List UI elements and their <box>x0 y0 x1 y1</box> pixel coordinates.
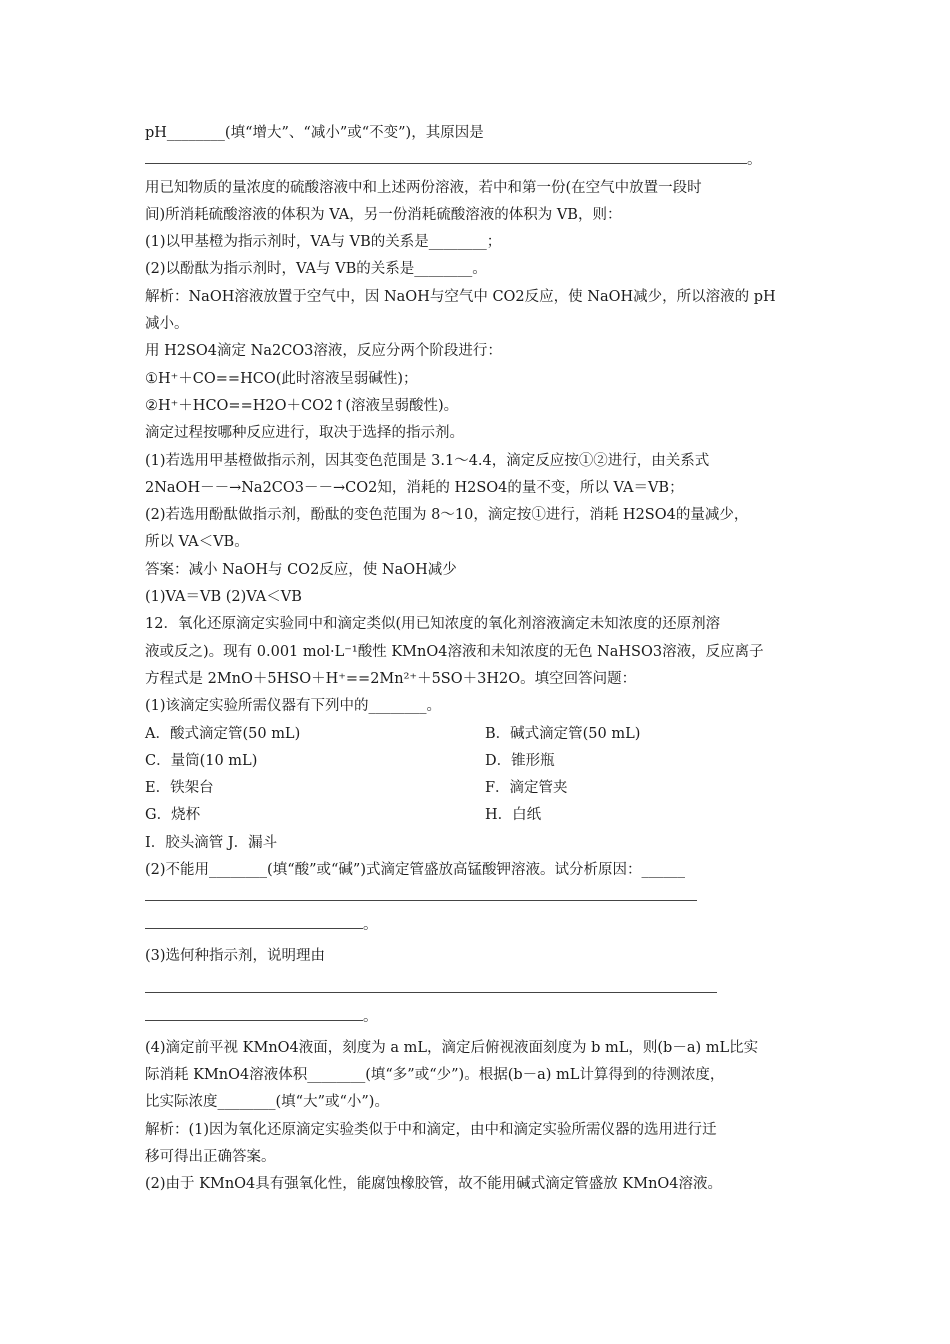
text-line: 移可得出正确答案。 <box>145 1148 276 1165</box>
text-line: 比实际浓度________(填“大”或“小”)。 <box>145 1094 389 1111</box>
text-line: pH________(填“增大”、“减小”或“不变”)，其原因是 <box>145 125 484 141</box>
text-line: (2)由于 KMnO4具有强氧化性，能腐蚀橡胶管，故不能用碱式滴定管盛放 KMnO4溶液。 <box>145 1176 723 1193</box>
analysis-line: 解析：NaOH溶液放置于空气中，因 NaOH与空气中 CO2反应，使 NaOH减少，所以溶液的 pH <box>145 288 776 305</box>
question-12: 12．氧化还原滴定实验同中和滴定类似(用已知浓度的氧化剂溶液滴定未知浓度的还原剂溶 <box>145 616 721 633</box>
option-row <box>145 721 825 748</box>
text-line: (1)若选用甲基橙做指示剂，因其变色范围是 3.1～4.4，滴定反应按①②进行，由关系式 <box>145 452 710 469</box>
sub-question-1: (1)该滴定实验所需仪器有下列中的________。 <box>145 698 442 715</box>
document-page <box>145 120 825 1199</box>
answer-line: 答案：减小 NaOH与 CO2反应，使 NaOH减少 <box>145 561 457 578</box>
option-row <box>145 802 825 829</box>
answer-line: (1)VA＝VB (2)VA＜VB <box>145 589 302 606</box>
answer-blank-line: 。 <box>145 147 825 174</box>
text-line: 际消耗 KMnO4溶液体积________(填“多”或“少”)。根据(b－a) mL计算得到的待测浓度， <box>145 1067 725 1084</box>
option-h: H．白纸 <box>485 807 542 824</box>
sub-question-3: (3)选何种指示剂，说明理由 <box>145 947 326 964</box>
equation-line: 方程式是 2MnO＋5HSO＋H⁺==2Mn²⁺＋5SO＋3H2O。填空回答问题： <box>145 670 637 687</box>
analysis-line: 解析：(1)因为氧化还原滴定实验类似于中和滴定，由中和滴定实验所需仪器的选用进行迁 <box>145 1121 717 1138</box>
text-line: 间)所消耗硫酸溶液的体积为 VA，另一份消耗硫酸溶液的体积为 VB，则： <box>145 206 622 223</box>
text-line: 液或反之)。现有 0.001 mol·L⁻¹酸性 KMnO4溶液和未知浓度的无色 NaHSO3溶液，反应离子 <box>145 643 764 660</box>
option-row <box>145 748 825 775</box>
sub-question-4: (4)滴定前平视 KMnO4液面，刻度为 a mL，滴定后俯视液面刻度为 b mL，则(b－a) mL比实 <box>145 1039 759 1056</box>
answer-blank-line: 。 <box>145 1004 825 1031</box>
reaction-2: ②H⁺＋HCO==H2O＋CO2↑(溶液呈弱酸性)。 <box>145 397 459 414</box>
option-f: F．滴定管夹 <box>485 780 568 797</box>
text-line: 2NaOH－－→Na2CO3－－→CO2知，消耗的 H2SO4的量不变，所以 VA＝VB； <box>145 479 684 496</box>
answer-blank-line <box>145 884 825 911</box>
text-line: 减小。 <box>145 316 189 333</box>
option-ij: I．胶头滴管 J．漏斗 <box>145 834 278 851</box>
option-g: G．烧杯 <box>145 807 201 824</box>
question-1: (1)以甲基橙为指示剂时，VA与 VB的关系是________； <box>145 234 502 251</box>
reaction-1: ①H⁺＋CO==HCO(此时溶液呈弱碱性)； <box>145 370 418 387</box>
answer-blank-line: 。 <box>145 912 825 939</box>
option-row <box>145 775 825 802</box>
question-2: (2)以酚酞为指示剂时，VA与 VB的关系是________。 <box>145 261 487 278</box>
text-line: 用已知物质的量浓度的硫酸溶液中和上述两份溶液，若中和第一份(在空气中放置一段时 <box>145 179 702 196</box>
text-line: 用 H2SO4滴定 Na2CO3溶液，反应分两个阶段进行： <box>145 343 502 360</box>
option-d: D．锥形瓶 <box>485 752 555 769</box>
answer-blank-line <box>145 976 825 1003</box>
option-e: E．铁架台 <box>145 780 214 797</box>
option-c: C．量筒(10 mL) <box>145 752 258 769</box>
sub-question-2: (2)不能用________(填“酸”或“碱”)式滴定管盛放高锰酸钾溶液。试分析原因：______ <box>145 862 686 879</box>
text-line: (2)若选用酚酞做指示剂，酚酞的变色范围为 8～10，滴定按①进行，消耗 H2SO4的量减少， <box>145 507 749 524</box>
option-a: A．酸式滴定管(50 mL) <box>145 725 301 742</box>
text-line: 所以 VA＜VB。 <box>145 534 249 551</box>
text-line: 滴定过程按哪种反应进行，取决于选择的指示剂。 <box>145 425 464 442</box>
option-b: B．碱式滴定管(50 mL) <box>485 725 641 742</box>
